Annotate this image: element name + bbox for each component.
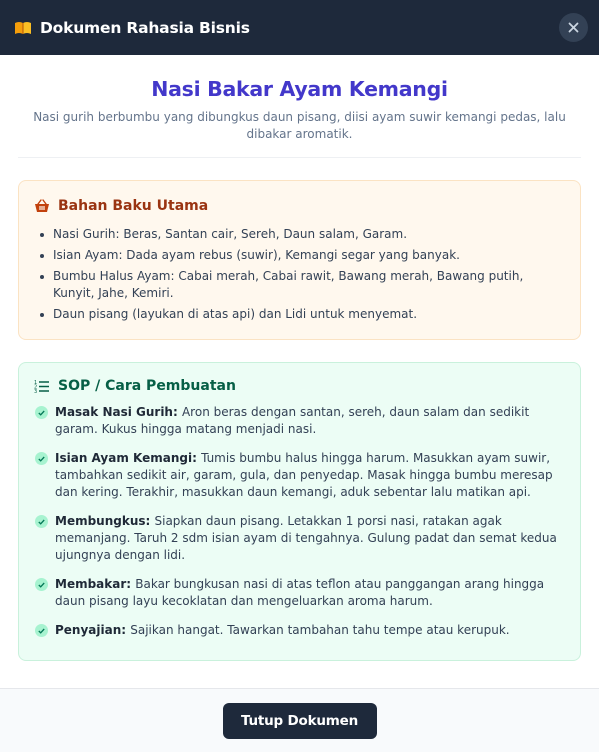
step-text: Siapkan daun pisang. Letakkan 1 porsi nasi, ratakan agak memanjang. Taruh 2 sdm isian ayam di tengahnya. Gulung padat dan semat kedua ujungnya dengan lidi. — [55, 514, 557, 562]
basket-icon — [34, 199, 50, 213]
step-label: Isian Ayam Kemangi: — [55, 451, 202, 465]
ingredients-heading: Bahan Baku Utama — [58, 198, 209, 214]
ingredients-list — [34, 226, 565, 323]
close-button[interactable] — [559, 13, 588, 42]
sop-heading: SOP / Cara Pembuatan — [58, 378, 236, 394]
step-label: Membakar: — [55, 577, 136, 591]
check-icon — [35, 406, 48, 419]
check-icon — [35, 452, 48, 465]
modal-title: Dokumen Rahasia Bisnis — [40, 18, 250, 37]
step-label: Masak Nasi Gurih: — [55, 405, 182, 419]
sop-step — [34, 622, 565, 639]
list-item: Isian Ayam: Dada ayam rebus (suwir), Kemangi segar yang banyak. — [34, 247, 565, 264]
sop-step — [34, 450, 565, 501]
step-label: Membungkus: — [55, 514, 155, 528]
step-text: Tumis bumbu halus hingga harum. Masukkan ayam suwir, tambahkan sedikit air, garam, gula, dan penyedap. Masak hingga bumbu meresap dan kering. Terakhir, masukkan daun kemangi, aduk sebentar lalu matikan api. — [55, 451, 553, 499]
modal-header — [0, 0, 599, 55]
ingredients-card — [18, 180, 581, 340]
ingredients-header — [34, 198, 565, 214]
list-item: Daun pisang (layukan di atas api) dan Lidi untuk menyemat. — [34, 306, 565, 323]
list-item: Nasi Gurih: Beras, Santan cair, Sereh, Daun salam, Garam. — [34, 226, 565, 243]
list-item: Bumbu Halus Ayam: Cabai merah, Cabai rawit, Bawang merah, Bawang putih, Kunyit, Jahe, Kemiri. — [34, 268, 565, 302]
list-ordered-icon — [34, 379, 50, 393]
document-description: Nasi gurih berbumbu yang dibungkus daun pisang, diisi ayam suwir kemangi pedas, lalu dibakar aromatik. — [33, 110, 566, 141]
close-icon — [568, 22, 579, 33]
modal-footer — [0, 688, 599, 752]
sop-step — [34, 513, 565, 564]
check-icon — [35, 515, 48, 528]
step-label: Penyajian: — [55, 623, 131, 637]
svg-text:1: 1 — [34, 380, 38, 386]
sop-card — [18, 362, 581, 661]
svg-text:3: 3 — [34, 389, 38, 393]
step-text: Aron beras dengan santan, sereh, daun salam dan sedikit garam. Kukus hingga matang menjadi nasi. — [55, 405, 530, 436]
document-title: Nasi Bakar Ayam Kemangi — [151, 77, 448, 101]
sop-step — [34, 576, 565, 610]
close-document-button[interactable]: Tutup Dokumen — [223, 703, 377, 739]
check-icon — [35, 578, 48, 591]
step-text: Sajikan hangat. Tawarkan tambahan tahu tempe atau kerupuk. — [130, 623, 510, 637]
sop-step — [34, 404, 565, 438]
step-text: Bakar bungkusan nasi di atas teflon atau panggangan arang hingga daun pisang layu kecoklatan dan mengeluarkan aroma harum. — [55, 577, 545, 608]
svg-text:2: 2 — [34, 384, 38, 391]
sop-header — [34, 378, 565, 394]
sop-steps — [34, 404, 565, 639]
check-icon — [35, 624, 48, 637]
modal-content — [0, 55, 599, 688]
divider — [18, 157, 581, 158]
book-icon — [14, 21, 32, 35]
